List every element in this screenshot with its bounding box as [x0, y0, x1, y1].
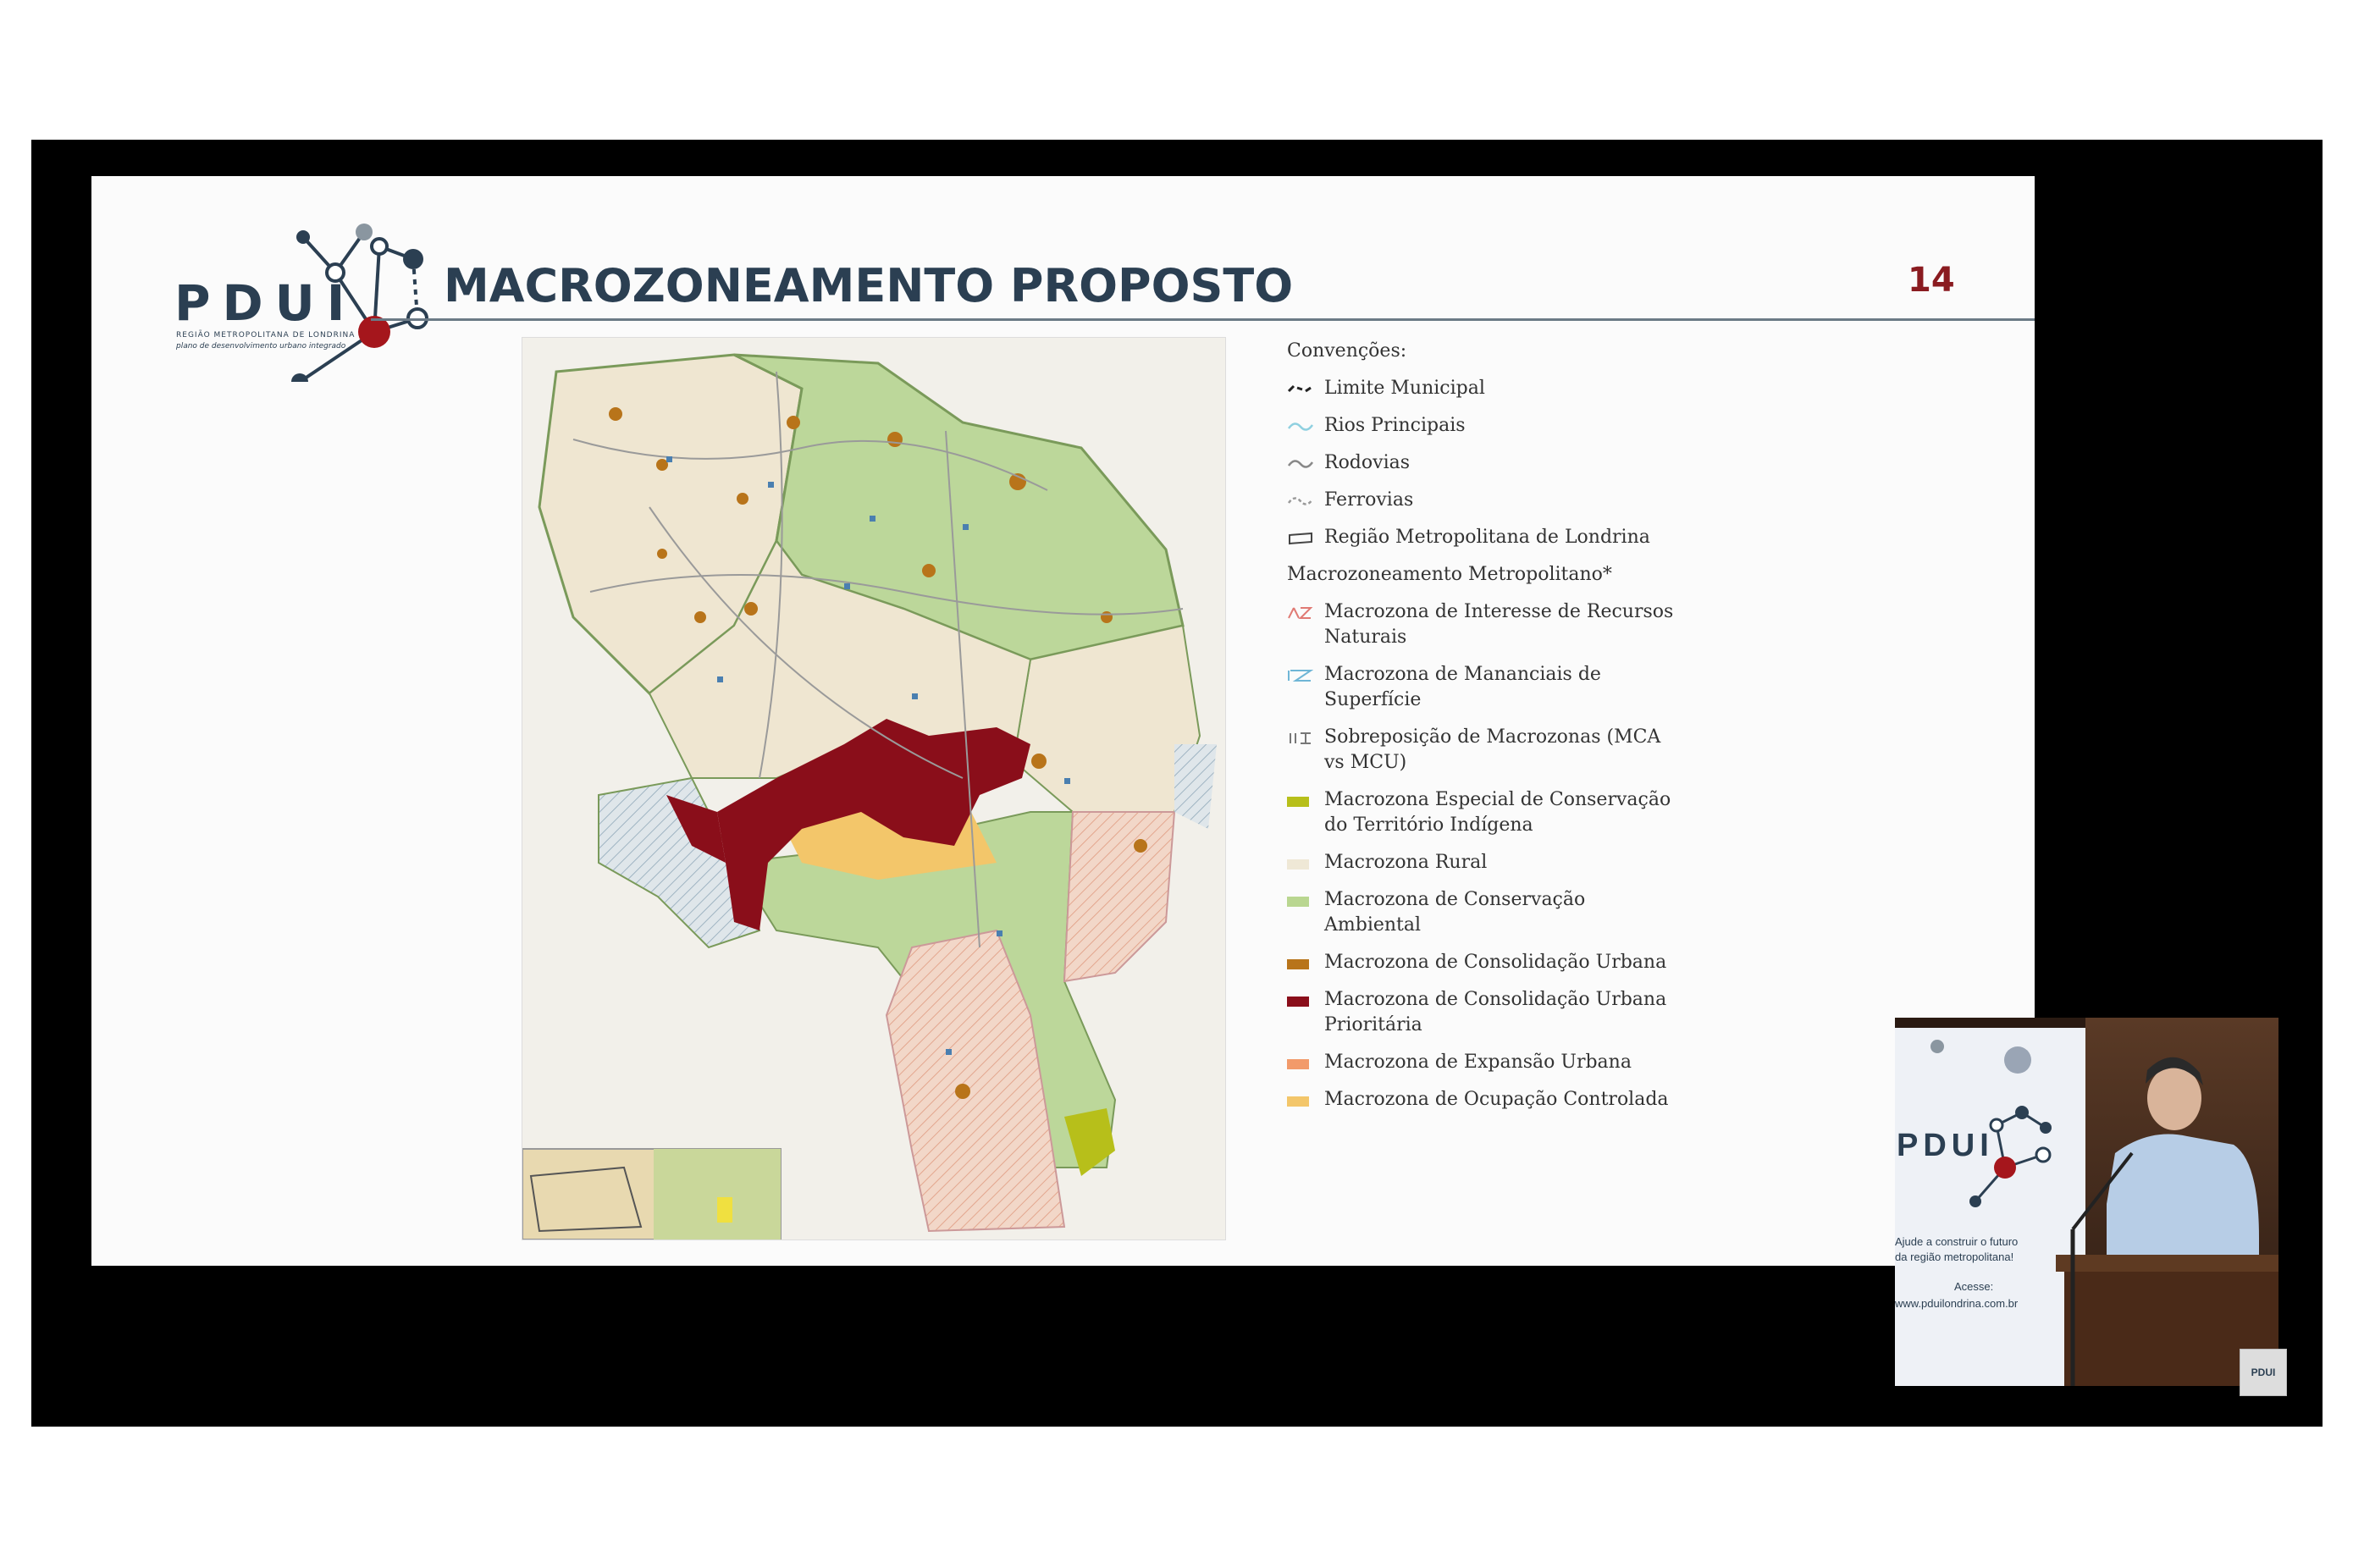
banner-access: Acesse:: [1954, 1280, 1994, 1293]
logo-subtitle: REGIÃO METROPOLITANA DE LONDRINA: [176, 331, 356, 340]
inset-map: [522, 1149, 781, 1239]
map-legend: [1287, 339, 1685, 1124]
legend-macro-heading: Macrozoneamento Metropolitano*: [1287, 564, 1612, 585]
swatch-icon: [1287, 1089, 1314, 1111]
legend-label: Macrozona de Consolidação Urbana Prioritária: [1324, 989, 1667, 1035]
banner-line2: da região metropolitana!: [1895, 1251, 2014, 1263]
speaker-figure: [1895, 1018, 2278, 1386]
legend-label: Ferrovias: [1324, 489, 1414, 511]
banner-logo-text: PDUI: [1897, 1128, 1994, 1163]
swatch-icon: [1287, 1052, 1314, 1074]
swatch-icon: [1287, 789, 1314, 811]
legend-label: Rios Principais: [1324, 415, 1466, 436]
legend-label: Rodovias: [1324, 452, 1411, 473]
legend-conventions-heading: Convenções:: [1287, 340, 1407, 362]
legend-item: [1287, 725, 1685, 776]
legend-item: [1287, 488, 1685, 513]
header-divider: [371, 318, 2035, 321]
legend-item: [1287, 887, 1685, 938]
legend-label: Macrozona de Expansão Urbana: [1324, 1052, 1632, 1073]
swatch-icon: [1287, 952, 1314, 974]
map-graphic: [522, 338, 1225, 1239]
swatch-icon: [1287, 852, 1314, 874]
swatch-icon: [1287, 989, 1314, 1011]
corner-watermark: [2240, 1349, 2287, 1396]
legend-label: Macrozona de Mananciais de Superfície: [1324, 664, 1601, 710]
wave-line-icon: [1287, 415, 1314, 437]
blue-hatch-icon: [1287, 664, 1314, 686]
legend-label: Macrozona de Conservação Ambiental: [1324, 889, 1586, 936]
legend-item: [1287, 787, 1685, 838]
legend-item: [1287, 413, 1685, 439]
legend-item: [1287, 450, 1685, 476]
pdui-logo: [134, 200, 456, 382]
banner-line1: Ajude a construir o futuro: [1895, 1235, 2019, 1248]
legend-item: [1287, 376, 1685, 401]
legend-label: Macrozona Especial de Conservação do Território Indígena: [1324, 789, 1671, 836]
legend-item: [1287, 950, 1685, 975]
overlap-hatch-icon: [1287, 726, 1314, 748]
legend-label: Limite Municipal: [1324, 378, 1485, 399]
legend-label: Macrozona de Interesse de Recursos Naturais: [1324, 601, 1674, 648]
legend-label: Macrozona de Ocupação Controlada: [1324, 1089, 1669, 1110]
slide-title: MACROZONEAMENTO PROPOSTO: [444, 259, 1294, 312]
wave-line-icon: [1287, 452, 1314, 474]
legend-item: [1287, 1087, 1685, 1113]
legend-label: Região Metropolitana de Londrina: [1324, 527, 1650, 548]
legend-label: Macrozona Rural: [1324, 852, 1488, 873]
dashed-line-icon: [1287, 378, 1314, 400]
slide-number: 14: [1908, 261, 1955, 300]
logo-tagline: plano de desenvolvimento urbano integrado: [176, 342, 346, 351]
macrozoning-map: [522, 337, 1226, 1240]
dashed-wave-icon: [1287, 489, 1314, 511]
legend-item: [1287, 850, 1685, 875]
speaker-camera: [1895, 1018, 2278, 1386]
legend-label: Sobreposição de Macrozonas (MCA vs MCU): [1324, 726, 1661, 773]
banner-url: www.pduilondrina.com.br: [1895, 1297, 2019, 1310]
logo-text: PDUI: [174, 274, 357, 332]
corner-logo-text: PDUI: [2251, 1366, 2276, 1378]
swatch-icon: [1287, 889, 1314, 911]
outline-rect-icon: [1287, 527, 1314, 549]
legend-item: [1287, 987, 1685, 1038]
legend-item: [1287, 1050, 1685, 1075]
legend-label: Macrozona de Consolidação Urbana: [1324, 952, 1667, 973]
presentation-slide: [91, 176, 2035, 1266]
legend-item: [1287, 525, 1685, 550]
red-hatch-icon: [1287, 601, 1314, 623]
legend-item: [1287, 662, 1685, 713]
legend-item: [1287, 599, 1685, 650]
